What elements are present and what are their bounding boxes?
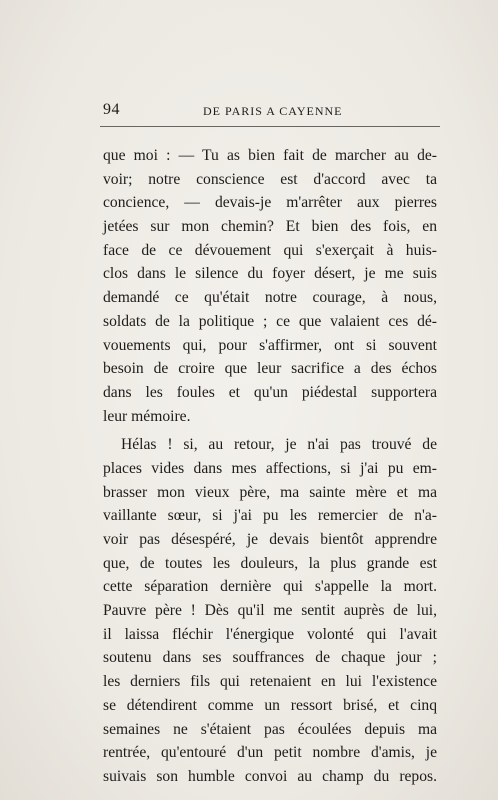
text-line: voir pas désespéré, je devais bientôt apprendre xyxy=(103,531,437,548)
text-line: se détendirent comme un ressort brisé, et cinq xyxy=(103,696,437,714)
text-line: jetées sur mon chemin? Et bien des fois, en xyxy=(103,218,437,236)
text-line: besoin de croire que leur sacrifice a des échos xyxy=(103,360,437,378)
text-line: vouements qui, pour s'affirmer, ont si souvent xyxy=(103,336,437,354)
text-line: voir; notre conscience est d'accord avec ta xyxy=(103,170,437,188)
text-line: cette séparation dernière qui s'appelle la mort. xyxy=(103,578,437,596)
text-line: brasser mon vieux père, ma sainte mère et ma xyxy=(103,483,437,501)
text-line: soldats de la politique ; ce que valaient ces dé- xyxy=(103,312,437,330)
running-head: DE PARIS A CAYENNE xyxy=(203,104,343,118)
text-line: les derniers fils qui retenaient en lui l'existence xyxy=(103,673,437,691)
text-line: concience, — devais-je m'arrêter aux pierres xyxy=(103,194,437,212)
paragraph xyxy=(103,433,437,788)
text-line: suivais son humble convoi au champ du repos. xyxy=(103,767,437,785)
page-number: 94 xyxy=(103,101,120,118)
text-line: leur mémoire. xyxy=(103,407,191,425)
text-line: places vides dans mes affections, si j'ai pu em- xyxy=(103,459,437,477)
header-rule xyxy=(100,126,440,127)
text-line: soutenu dans ses souffrances de chaque jour ; xyxy=(103,649,437,667)
page-header xyxy=(103,101,437,121)
text-line: rentrée, qu'entouré d'un petit nombre d'amis, je xyxy=(103,744,437,762)
text-line: face de ce dévouement qui s'exerçait à huis- xyxy=(103,241,437,259)
text-line: dans les foules et qu'un piédestal supportera xyxy=(103,383,437,401)
text-line: que, de toutes les douleurs, la plus grande est xyxy=(103,554,437,572)
text-line: que moi : — Tu as bien fait de marcher au de- xyxy=(103,147,437,164)
text-line: clos dans le silence du foyer désert, je me suis xyxy=(103,265,437,283)
text-line: Pauvre père ! Dès qu'il me sentit auprès de lui, xyxy=(103,602,437,620)
text-line: demandé ce qu'était notre courage, à nous, xyxy=(103,289,437,307)
text-line: il laissa fléchir l'énergique volonté qui l'avait xyxy=(103,625,437,643)
paragraph xyxy=(103,144,437,428)
body-text xyxy=(103,144,437,789)
text-line: Hélas ! si, au retour, je n'ai pas trouvé de xyxy=(121,436,437,454)
text-line: semaines ne s'étaient pas écoulées depuis ma xyxy=(103,720,437,738)
text-line: vaillante sœur, si j'ai pu les remercier de n'a- xyxy=(103,507,437,525)
